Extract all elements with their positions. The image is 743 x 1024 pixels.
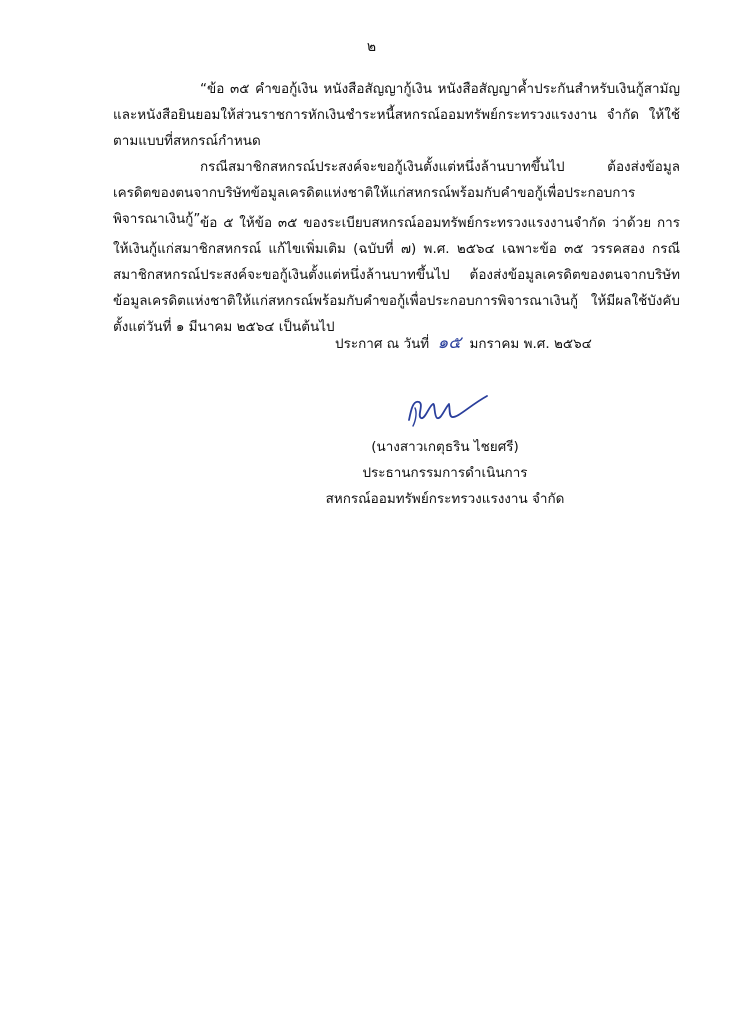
- announcement-suffix: มกราคม พ.ศ. ๒๕๖๔: [469, 336, 592, 352]
- paragraph-text: ข้อ ๕ ให้ข้อ ๓๕ ของระเบียบสหกรณ์ออมทรัพย์กระทรวงแรงงานจำกัด ว่าด้วย การให้เงินกู้แก่สมาชิกสหกรณ์ แก้ไขเพิ่มเติม (ฉบับที่ ๗) พ.ศ. ๒๕๖๔ เฉพาะข้อ ๓๕ วรรคสอง กรณีสมาชิกสหกรณ์ประสงค์จะขอกู้เงินตั้งแต่หนึ่งล้านบาทขึ้นไป ต้องส่งข้อมูลเครดิตของตนจากบริษัทข้อมูลเครดิตแห่งชาติให้แก่สหกรณ์พร้อมกับคำขอกู้เพื่อประกอบการพิจารณาเงินกู้ ให้มีผลใช้บังคับตั้งแต่วันที่ ๑ มีนาคม ๒๕๖๔ เป็นต้นไป: [113, 215, 680, 335]
- handwritten-signature: [395, 390, 495, 430]
- paragraph-text: “ข้อ ๓๕ คำขอกู้เงิน หนังสือสัญญากู้เงิน หนังสือสัญญาค้ำประกันสำหรับเงินกู้สามัญ และหนังสือยินยอมให้ส่วนราชการหักเงินชำระหนี้สหกรณ์ออมทรัพย์กระทรวงแรงงาน จำกัด ให้ใช้ตามแบบที่สหกรณ์กำหนด: [113, 81, 680, 149]
- page-number: ๒: [366, 39, 377, 55]
- signatory-organization: สหกรณ์ออมทรัพย์กระทรวงแรงงาน จำกัด: [325, 491, 565, 507]
- signatory-name: (นางสาวเกตุธริน ไชยศรี): [371, 439, 519, 455]
- announcement-date: [335, 330, 592, 357]
- paragraph-clause-35: [113, 76, 680, 154]
- signatory-block: [300, 434, 590, 512]
- paragraph-clause-5: [113, 210, 680, 340]
- paragraph-text: กรณีสมาชิกสหกรณ์ประสงค์จะขอกู้เงินตั้งแต่หนึ่งล้านบาทขึ้นไป ต้องส่งข้อมูลเครดิตของตนจากบริษัทข้อมูลเครดิตแห่งชาติให้แก่สหกรณ์พร้อมกับคำขอกู้เพื่อประกอบการพิจารณาเงินกู้”: [113, 159, 680, 227]
- announcement-day: ๑๕: [437, 333, 462, 353]
- signatory-position: ประธานกรรมการดำเนินการ: [362, 465, 528, 481]
- announcement-prefix: ประกาศ ณ วันที่: [335, 336, 430, 352]
